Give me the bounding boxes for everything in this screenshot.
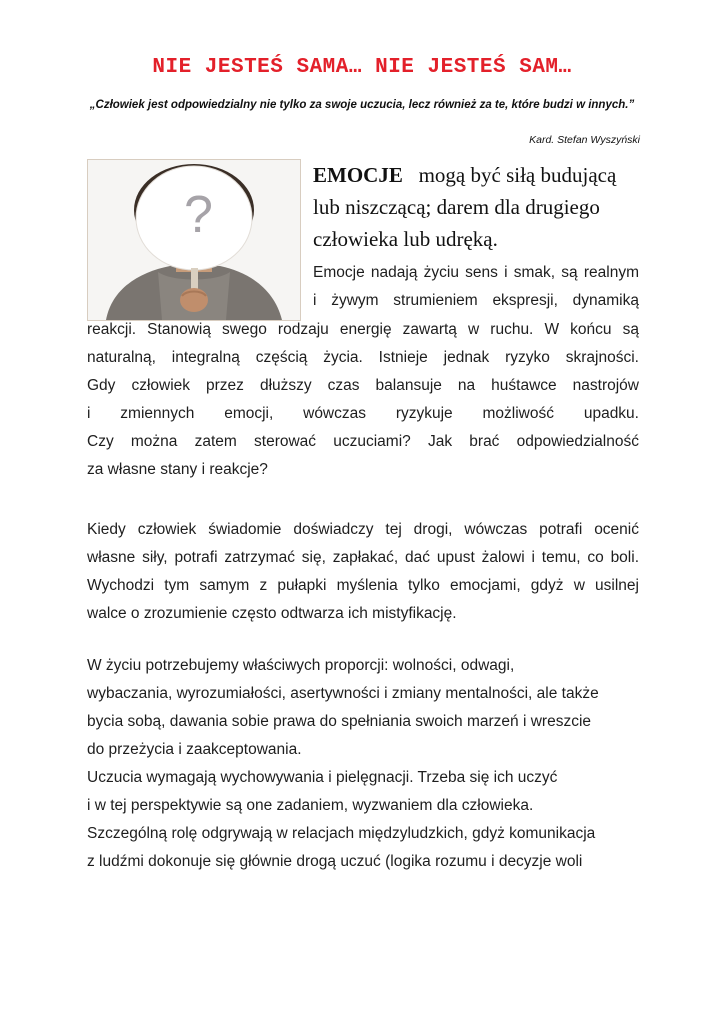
text-line: Szczególną rolę odgrywają w relacjach międzyludzkich, gdyż komunikacja xyxy=(87,825,596,842)
text-line: Emocje nadają życiu sens i smak, są realnym xyxy=(313,264,639,281)
text-line: W życiu potrzebujemy właściwych proporcji: wolności, odwagi, xyxy=(87,657,515,674)
paragraph-1-top xyxy=(313,259,639,315)
text-line: z ludźmi dokonuje się głównie drogą uczuć (logika rozumu i decyzje woli xyxy=(87,853,583,870)
heading-keyword: EMOCJE xyxy=(313,163,403,187)
paragraph-2 xyxy=(87,516,639,628)
illustration-person-with-question-mark xyxy=(87,159,301,321)
paragraph-3 xyxy=(87,652,647,876)
quote: „Człowiek jest odpowiedzialny nie tylko za swoje uczucia, lecz również za te, które budzi w innych.” xyxy=(89,99,635,111)
text-line: i w tej perspektywie są one zadaniem, wyzwaniem dla człowieka. xyxy=(87,797,534,814)
question-mark-icon: ? xyxy=(184,186,213,244)
text-line: za własne stany i reakcje? xyxy=(87,461,268,478)
text-line: bycia sobą, dawania sobie prawa do spełniania swoich marzeń i wreszcie xyxy=(87,713,592,730)
text-line: reakcji. Stanowią swego rodzaju energię zawartą w ruchu. W końcu są xyxy=(87,321,639,338)
page-title: NIE JESTEŚ SAMA… NIE JESTEŚ SAM… xyxy=(152,56,572,79)
text-line: Czy można zatem sterować uczuciami? Jak brać odpowiedzialność xyxy=(87,433,639,450)
text-line: Wychodzi tym samym z pułapki myślenia tylko emocjami, gdyż w usilnej xyxy=(87,577,639,594)
text-line: walce o zrozumienie często odtwarza ich mistyfikację. xyxy=(87,605,457,622)
text-line: własne siły, potrafi zatrzymać się, zapłakać, dać upust żalowi i temu, co boli. xyxy=(87,549,639,566)
paragraph-1 xyxy=(87,316,639,484)
text-line: Kiedy człowiek świadomie doświadczy tej drogi, wówczas potrafi ocenić xyxy=(87,521,639,538)
text-line: Gdy człowiek przez dłuższy czas balansuje na huśtawce nastrojów xyxy=(87,377,639,394)
text-line: i żywym strumieniem ekspresji, dynamiką xyxy=(313,292,639,309)
section-heading xyxy=(313,159,643,255)
text-line: wybaczania, wyrozumiałości, asertywności i zmiany mentalności, ale także xyxy=(87,685,599,702)
heading-text: mogą być siłą budującą lub niszczącą; darem dla drugiego człowieka lub udręką. xyxy=(313,163,617,251)
text-line: i zmiennych emocji, wówczas ryzykuje możliwość upadku. xyxy=(87,405,639,422)
quote-author: Kard. Stefan Wyszyński xyxy=(529,134,640,146)
text-line: naturalną, integralną częścią życia. Istnieje jednak ryzyko skrajności. xyxy=(87,349,639,366)
text-line: do przeżycia i zaakceptowania. xyxy=(87,741,302,758)
text-line: Uczucia wymagają wychowywania i pielęgnacji. Trzeba się ich uczyć xyxy=(87,769,558,786)
